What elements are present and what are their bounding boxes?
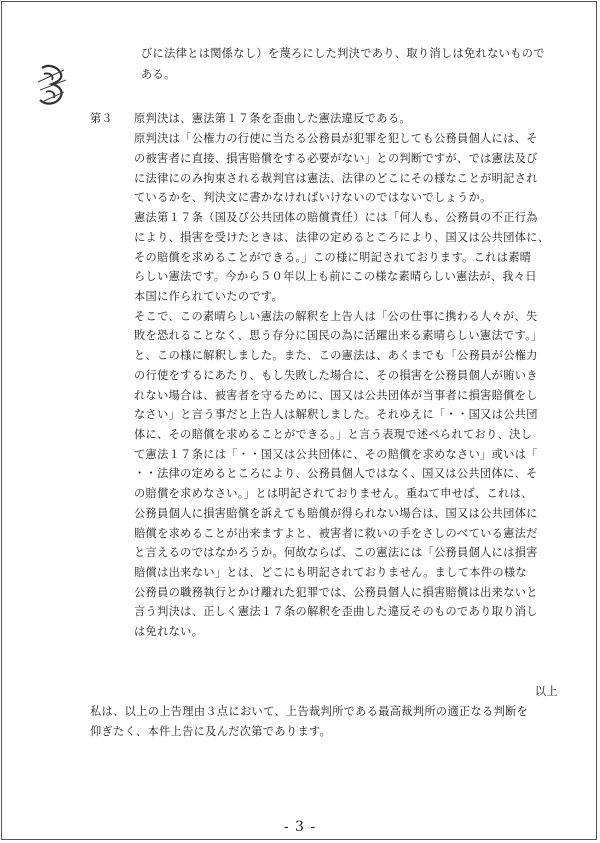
text-line: 賠償を求めることが出来ますよと、被害者に救いの手をさしのべている憲法だ [134,527,538,540]
closing-word: 以上 [534,685,558,698]
text-line: らしい憲法です。今から５０年以上も前にこの様な素晴らしい憲法が、我々日 [134,270,537,283]
text-line: 憲法第１７条（国及び公共団体の賠償責任）には「何人も、公務員の不正行為 [134,211,538,224]
text-line: 原判決は「公権力の行使に当たる公務員が犯罪を犯しても公務員個人には、そ [134,132,538,145]
text-line: ・・法律の定めるところにより、公務員個人ではなく、国又は公共団体に、そ [134,467,538,480]
text-line: ある。 [141,68,176,81]
section-number: 第３ [90,112,113,125]
text-line: れない場合は、被害者を守るために、国又は公共団体が当事者に損害賠償をし [134,389,538,402]
text-line: 公務員個人に損害賠償を訴えても賠償が得られない場合は、国又は公共団体に [134,507,538,520]
text-line: 賠償は出来ない」とは、どこにも明記されておりません。まして本件の様な [134,566,527,579]
text-line: の被害者に直接、損害賠償をする必要がない」との判断ですが、では憲法及び [134,152,538,165]
text-line: 言う判決は、正しく憲法１７条の解釈を歪曲した違反そのものであり取り消し [134,605,538,618]
text-line: に法律にのみ拘束される裁判官は憲法、法律のどこにその様なことが明記され [134,172,538,185]
conclusion-line: 私は、以上の上告理由３点において、上告裁判所である最高裁判所の適正なる判断を [90,705,529,718]
text-line: により、損害を受けたときは、法律の定めるところにより、国又は公共団体に、 [134,231,550,244]
seal-stamp-icon [34,62,70,110]
text-line: は免れない。 [134,625,204,638]
text-line: の行使をするにあたり、もし失敗した場合に、その損害を公務員個人が賄いき [134,369,538,382]
text-line: の賠償を求めなさい。」とは明記されておりません。重ねて申せば、これは、 [134,487,533,500]
text-line: そこで、この素晴らしい憲法の解釈を上告人は「公の仕事に携わる人々が、失 [134,310,538,323]
page-number: - 3 - [283,819,317,835]
section-heading: 原判決は、憲法第１７条を歪曲した憲法違反である。 [134,112,411,125]
text-line: と、この様に解釈しました。また、この憲法は、あくまでも「公務員が公権力 [134,349,538,362]
text-line: 体に、その賠償を求めることができる。」と言う表現で述べられており、決し [134,428,533,441]
text-line: びに法律とは関係なし）を蔑ろにした判決であり、取り消しは免れないもので [141,47,545,60]
text-line: その賠償を求めることができる。」この様に明記されております。これは素晴 [134,251,532,264]
text-line: 公務員の職務執行とかけ離れた犯罪では、公務員個人に損害賠償は出来ないと [134,586,538,599]
text-line: なさい」と言う事だと上告人は解釈しました。それゆえに「・・国又は公共団 [134,408,538,421]
text-line: 本国に作られていたのです。 [134,290,284,303]
text-line: と言えるのではなかろうか。何故ならば、この憲法には「公務員個人には損害 [134,546,538,559]
text-line: て憲法１７条には「・・国又は公共団体に、その賠償を求めなさい」或いは「 [134,448,538,461]
conclusion-line: 仰ぎたく、本件上告に及んだ次第であります。 [90,725,332,738]
text-line: 敗を恐れることなく、思う存分に国民の為に活躍出来る素晴らしい憲法です。」 [134,329,543,342]
text-line: ているかを、判決文に書かなければいけないのではないでしょうか。 [134,191,492,204]
